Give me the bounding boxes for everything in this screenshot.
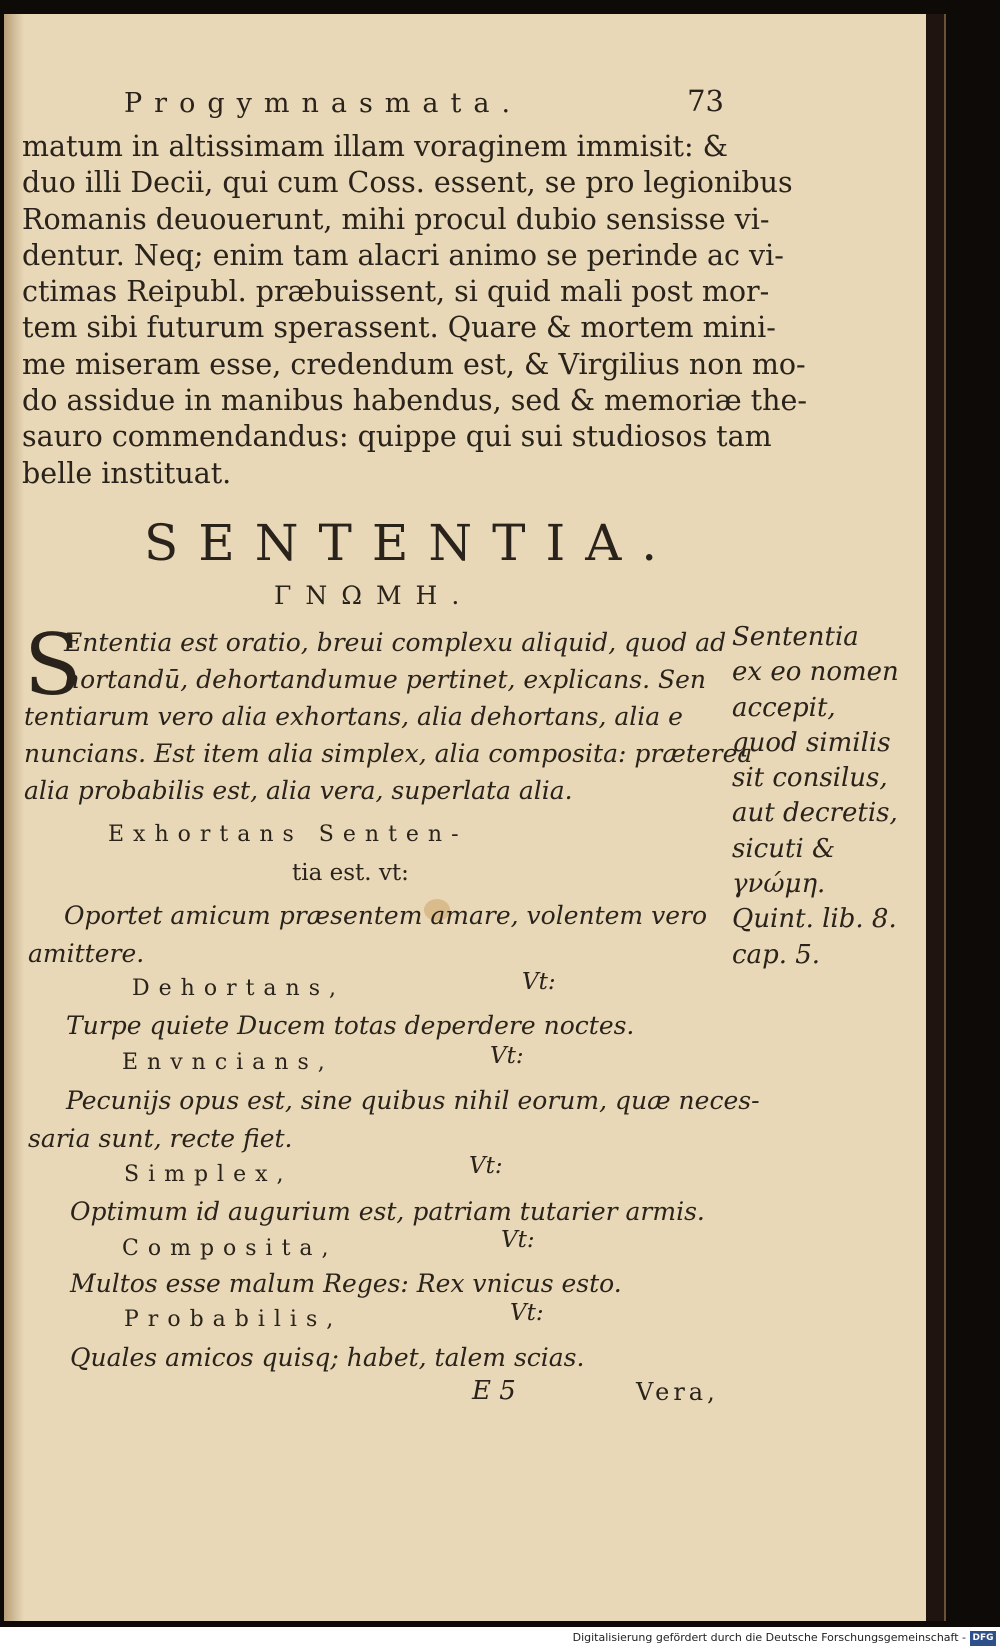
probabilis-example: Quales amicos quisq; habet, talem scias. xyxy=(70,1343,585,1372)
dehortans-example: Turpe quiete Ducem totas deperdere noctes. xyxy=(66,1011,635,1040)
paragraph-line: dentur. Neq; enim tam alacri animo se perinde ac vi- xyxy=(22,238,784,272)
margin-note-line: sit consilus, xyxy=(732,763,888,794)
paragraph-line: duo illi Decii, qui cum Coss. essent, se pro legionibus xyxy=(22,166,793,200)
definition-paragraph xyxy=(24,616,753,809)
dfg-logo: DFG xyxy=(970,1631,996,1646)
paragraph-line: matum in altissimam illam voraginem immisit: & xyxy=(22,130,729,163)
margin-note-line: sicuti & xyxy=(732,833,836,864)
margin-note-line: accepit, xyxy=(732,692,836,723)
exhortans-heading-cont: tia est. vt: xyxy=(292,860,409,886)
digitization-footer xyxy=(0,1627,1000,1651)
margin-note-line: γνώμη. xyxy=(732,869,826,900)
margin-note-line: cap. 5. xyxy=(732,939,821,970)
margin-note-line: aut decretis, xyxy=(732,798,898,829)
paragraph-line: belle instituat. xyxy=(22,456,232,490)
probabilis-heading: Probabilis, xyxy=(124,1307,343,1332)
exhortans-example: Oportet amicum præsentem amare, volentem vero xyxy=(64,901,708,930)
page-gutter-shadow xyxy=(4,14,24,1621)
composita-example: Multos esse malum Reges: Rex vnicus esto. xyxy=(70,1269,622,1298)
definition-line: nuncians. Est item alia simplex, alia composita: præterea xyxy=(24,739,753,768)
margin-note-line: Quint. lib. 8. xyxy=(732,904,897,935)
signature-mark: E 5 xyxy=(472,1376,516,1406)
paragraph-line: do assidue in manibus habendus, sed & memoriæ the- xyxy=(22,384,807,418)
exhortans-heading: Exhortans Senten- xyxy=(108,822,468,847)
enuncians-example-cont: saria sunt, recte fiet. xyxy=(28,1124,293,1153)
vt-label: Vt: xyxy=(469,1153,503,1179)
drop-capital: S xyxy=(24,616,82,714)
vt-label: Vt: xyxy=(501,1227,535,1253)
definition-line: Ententia est oratio, breui complexu aliquid, quod ad xyxy=(64,628,727,657)
margin-note-line: quod similis xyxy=(732,727,891,758)
paragraph-line: me miseram esse, credendum est, & Virgilius non mo- xyxy=(22,347,806,381)
margin-note xyxy=(732,620,899,973)
catchword: Vera, xyxy=(636,1378,719,1406)
paragraph-line: tem sibi futurum sperassent. Quare & mortem mini- xyxy=(22,311,776,345)
definition-line: hortandū, dehortandumue pertinet, explicans. Sen xyxy=(64,665,707,694)
definition-line: tentiarum vero alia exhortans, alia dehortans, alia e xyxy=(24,702,683,731)
paragraph-line: Romanis deuouerunt, mihi procul dubio sensisse vi- xyxy=(22,202,770,236)
enuncians-example: Pecunijs opus est, sine quibus nihil eorum, quæ neces- xyxy=(66,1086,760,1115)
definition-line: alia probabilis est, alia vera, superlata alia. xyxy=(24,776,573,805)
continued-paragraph xyxy=(22,129,807,492)
paragraph-line: sauro commendandus: quippe qui sui studiosos tam xyxy=(22,420,772,454)
enuncians-heading: Envncians, xyxy=(122,1050,334,1075)
section-title: SENTENTIA. xyxy=(144,514,678,572)
page-header xyxy=(124,84,724,124)
running-title: Progymnasmata. xyxy=(124,88,523,119)
vt-label: Vt: xyxy=(522,969,556,995)
greek-subtitle: ΓΝΩΜΗ. xyxy=(274,581,474,610)
paragraph-line: ctimas Reipubl. præbuissent, si quid mali post mor- xyxy=(22,275,770,309)
page-edge-dark xyxy=(926,14,944,1621)
margin-note-line: ex eo nomen xyxy=(732,657,899,688)
book-page xyxy=(4,14,946,1621)
exhortans-example-cont: amittere. xyxy=(28,939,145,968)
margin-note-line: Sententia xyxy=(732,622,859,652)
composita-heading: Composita, xyxy=(122,1236,338,1261)
footer-credit: Digitalisierung gefördert durch die Deutsche Forschungsgemeinschaft - xyxy=(572,1631,966,1644)
dehortans-heading: Dehortans, xyxy=(132,976,345,1001)
simplex-example: Optimum id augurium est, patriam tutarier armis. xyxy=(70,1197,705,1226)
simplex-heading: Simplex, xyxy=(124,1162,293,1187)
page-number: 73 xyxy=(687,84,724,118)
vt-label: Vt: xyxy=(510,1300,544,1326)
vt-label: Vt: xyxy=(490,1043,524,1069)
